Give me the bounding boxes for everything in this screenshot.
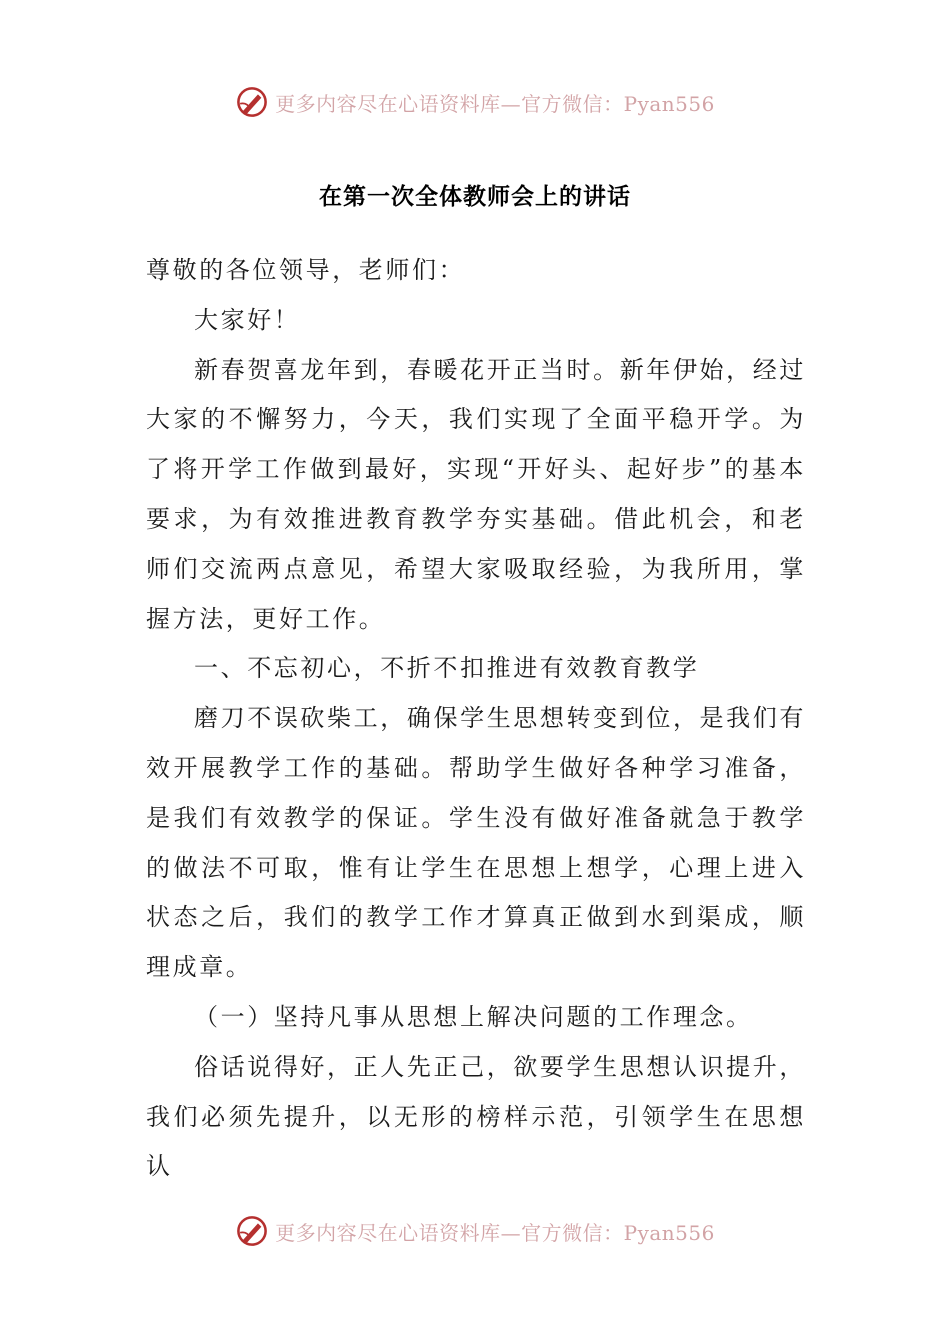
- subsection-heading-1: （一）坚持凡事从思想上解决问题的工作理念。: [194, 1002, 753, 1031]
- document-title: 在第一次全体教师会上的讲话: [319, 183, 631, 210]
- paragraph-subsection-1: 俗话说得好，正人先正己，欲要学生思想认识提升，我们必须先提升，以无形的榜样示范，引领学生在思想认: [146, 1052, 806, 1181]
- paragraph-section-1: 磨刀不误砍柴工，确保学生思想转变到位，是我们有效开展教学工作的基础。帮助学生做好各种学习准备，是我们有效教学的保证。学生没有做好准备就急于教学的做法不可取，惟有让学生在思想上想学，心理上进入状态之后，我们的教学工作才算真正做到水到渠成，顺理成章。: [146, 704, 806, 982]
- greeting: 大家好！: [194, 305, 301, 334]
- pen-logo-icon: [235, 85, 269, 119]
- watermark-footer: [0, 1211, 950, 1251]
- paragraph-intro: 新春贺喜龙年到，春暖花开正当时。新年伊始，经过大家的不懈努力，今天，我们实现了全面平稳开学。为了将开学工作做到最好，实现“开好头、起好步”的基本要求，为有效推进教育教学夯实基础。借此机会，和老师们交流两点意见，希望大家吸取经验，为我所用，掌握方法，更好工作。: [146, 355, 806, 633]
- watermark-text: 更多内容尽在心语资料库—官方微信：Pyan556: [275, 91, 715, 116]
- document-body: [146, 246, 806, 1192]
- salutation: 尊敬的各位领导，老师们：: [146, 256, 466, 284]
- watermark-header: [0, 82, 950, 122]
- section-heading-1: 一、不忘初心，不折不扣推进有效教育教学: [194, 654, 700, 683]
- pen-logo-icon: [235, 1214, 269, 1248]
- watermark-text: 更多内容尽在心语资料库—官方微信：Pyan556: [275, 1220, 715, 1245]
